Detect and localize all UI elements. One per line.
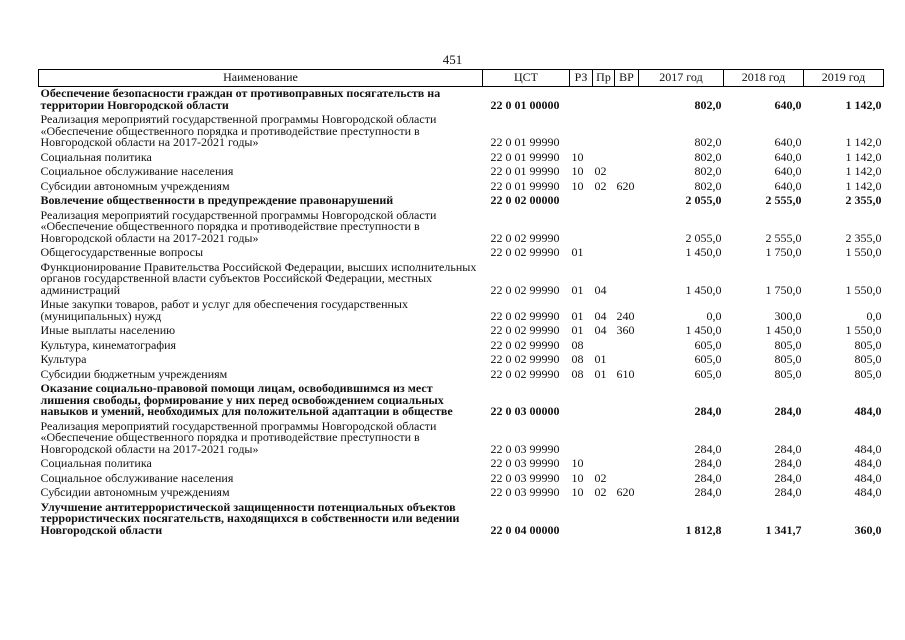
cell-vr [615,87,639,114]
cell-2019: 484,0 [854,470,882,485]
cell-2017: 802,0 [694,178,722,193]
cell-2019: 805,0 [854,352,882,366]
header-name: Наименование [39,70,483,87]
cell-rz [570,420,593,458]
cell-name: Реализация мероприятий государственной программы Новгородской области «Обеспечение общественного порядка и противодействие преступности в Новгородской области на 2017-2021 годы» [40,418,437,456]
cell-2018: 805,0 [774,337,802,352]
cell-rz: 01 [571,308,584,323]
cell-2019: 805,0 [854,366,882,381]
cell-vr [615,261,639,299]
cell-cst: 22 0 01 99990 [490,164,560,178]
cell-rz [570,194,593,209]
cell-pr: 02 [594,485,607,499]
cell-2017: 605,0 [694,352,722,366]
cell-2019: 805,0 [854,337,882,352]
cell-pr [593,194,615,209]
cell-rz [570,87,593,114]
cell-cst: 22 0 01 99990 [490,135,560,149]
cell-2017: 284,0 [694,456,722,470]
page-number: 451 [442,52,463,67]
cell-2018: 1 750,0 [765,245,802,259]
header-2017: 2017 год [639,70,724,87]
cell-pr [593,457,615,472]
cell-rz [570,209,593,247]
cell-2019: 1 550,0 [845,282,882,297]
cell-2017: 802,0 [694,149,722,164]
cell-pr [593,151,615,166]
cell-vr [615,165,639,180]
cell-2019: 1 142,0 [845,135,882,149]
cell-pr [593,209,615,247]
cell-name: Субсидии автономным учреждениям [40,485,230,499]
table-row [39,113,884,151]
cell-vr [615,194,639,209]
cell-cst: 22 0 01 00000 [490,97,560,112]
cell-name: Иные закупки товаров, работ и услуг для обеспечения государственных (муниципальных) нужд [40,297,408,323]
cell-2018: 640,0 [774,97,802,112]
cell-rz: 10 [571,149,584,164]
cell-2018: 300,0 [774,308,802,323]
cell-vr: 360 [616,323,635,337]
cell-rz [570,501,593,539]
cell-cst: 22 0 02 00000 [490,193,560,207]
table-row [39,382,884,420]
cell-cst: 22 0 02 99990 [490,337,560,352]
cell-2019: 1 550,0 [845,245,882,259]
cell-2017: 1 450,0 [685,245,722,259]
cell-2017: 1 812,8 [685,522,722,537]
cell-2017: 605,0 [694,337,722,352]
table-row [39,457,884,472]
cell-2017: 802,0 [694,164,722,178]
budget-table [38,69,884,538]
cell-pr [593,501,615,539]
cell-name: Культура [40,352,87,366]
cell-2019: 1 142,0 [845,97,882,112]
cell-pr: 04 [594,323,607,337]
cell-name: Социальное обслуживание населения [40,470,234,485]
cell-vr [615,420,639,458]
cell-2017: 802,0 [694,135,722,149]
cell-2019: 1 142,0 [845,149,882,164]
cell-2017: 0,0 [706,308,722,323]
table-row [39,194,884,209]
cell-rz: 08 [571,352,584,366]
cell-2017: 284,0 [694,485,722,499]
cell-pr [593,382,615,420]
cell-rz: 10 [571,470,584,485]
cell-pr: 02 [594,470,607,485]
cell-name: Вовлечение общественности в предупреждение правонарушений [40,193,394,207]
cell-2018: 640,0 [774,164,802,178]
cell-cst: 22 0 03 99990 [490,456,560,470]
cell-rz [570,382,593,420]
cell-cst: 22 0 02 99990 [490,366,560,381]
cell-cst: 22 0 02 99990 [490,352,560,366]
cell-cst: 22 0 01 99990 [490,178,560,193]
cell-2017: 2 055,0 [685,193,722,207]
table-body [39,87,884,539]
cell-cst: 22 0 04 00000 [490,522,560,537]
cell-name: Социальная политика [40,456,152,470]
table-row [39,261,884,299]
cell-cst: 22 0 02 99990 [490,308,560,323]
cell-name: Социальная политика [40,149,152,164]
cell-rz: 01 [571,245,584,259]
header-cst: ЦСТ [483,70,570,87]
cell-name: Субсидии автономным учреждениям [40,178,230,193]
cell-name: Общегосударственные вопросы [40,245,204,259]
cell-name: Культура, кинематография [40,337,177,352]
cell-2018: 1 341,7 [765,522,802,537]
cell-2019: 0,0 [866,308,882,323]
header-pr: Пр [593,70,615,87]
cell-vr [615,209,639,247]
table-row [39,180,884,195]
table-row [39,420,884,458]
table-header-row [39,70,884,87]
cell-2018: 640,0 [774,149,802,164]
cell-2017: 284,0 [694,404,722,418]
cell-2019: 484,0 [854,404,882,418]
cell-cst: 22 0 01 99990 [490,149,560,164]
table-row [39,501,884,539]
cell-cst: 22 0 03 99990 [490,470,560,485]
cell-2018: 805,0 [774,352,802,366]
cell-pr [593,87,615,114]
cell-2017: 284,0 [694,470,722,485]
cell-pr [593,339,615,354]
table-row [39,246,884,261]
cell-vr [615,339,639,354]
cell-vr [615,457,639,472]
cell-2019: 1 142,0 [845,178,882,193]
cell-cst: 22 0 02 99990 [490,230,560,245]
cell-rz: 10 [571,164,584,178]
cell-2018: 284,0 [774,404,802,418]
cell-cst: 22 0 03 99990 [490,485,560,499]
cell-cst: 22 0 02 99990 [490,245,560,259]
cell-cst: 22 0 02 99990 [490,323,560,337]
cell-vr [615,501,639,539]
cell-rz: 10 [571,485,584,499]
cell-vr: 610 [616,366,635,381]
cell-2017: 802,0 [694,97,722,112]
table-row [39,353,884,368]
cell-vr [615,382,639,420]
cell-2018: 2 555,0 [765,230,802,245]
cell-name: Реализация мероприятий государственной программы Новгородской области «Обеспечение общественного порядка и противодействие преступности в Новгородской области на 2017-2021 годы» [40,112,437,149]
cell-2019: 2 355,0 [845,230,882,245]
cell-pr: 04 [594,308,607,323]
cell-name: Функционирование Правительства Российской Федерации, высших исполнительных органов государственной власти субъектов Российской Федерации, местных администраций [40,259,477,297]
cell-2017: 284,0 [694,441,722,456]
cell-vr [615,353,639,368]
table-row [39,151,884,166]
header-rz: РЗ [570,70,593,87]
cell-rz: 10 [571,456,584,470]
cell-rz: 01 [571,282,584,297]
cell-2018: 640,0 [774,178,802,193]
cell-2019: 484,0 [854,441,882,456]
table-row [39,87,884,114]
cell-2017: 1 450,0 [685,282,722,297]
cell-pr [593,113,615,151]
cell-name: Социальное обслуживание населения [40,164,234,178]
cell-rz: 08 [571,337,584,352]
cell-2018: 2 555,0 [765,193,802,207]
cell-2018: 284,0 [774,470,802,485]
table-row [39,324,884,339]
cell-name: Реализация мероприятий государственной программы Новгородской области «Обеспечение общественного порядка и противодействие преступности в Новгородской области на 2017-2021 годы» [40,207,437,245]
table-row [39,486,884,501]
cell-2019: 484,0 [854,485,882,499]
cell-vr [615,246,639,261]
header-vr: ВР [615,70,639,87]
header-2018: 2018 год [724,70,804,87]
cell-vr [615,472,639,487]
cell-pr: 02 [594,164,607,178]
cell-cst: 22 0 03 00000 [490,404,560,418]
cell-2018: 1 750,0 [765,282,802,297]
cell-2019: 2 355,0 [845,193,882,207]
cell-2018: 284,0 [774,456,802,470]
cell-vr: 620 [616,485,635,499]
cell-2017: 605,0 [694,366,722,381]
cell-vr [615,151,639,166]
cell-rz: 01 [571,323,584,337]
cell-pr: 02 [594,178,607,193]
cell-name: Улучшение антитеррористической защищенности потенциальных объектов террористических посягательств, находящихся в собственности или ведении Новгородской области [40,499,460,537]
cell-name: Обеспечение безопасности граждан от противоправных посягательств на территории Новгородской области [40,86,441,112]
cell-vr [615,113,639,151]
table-row [39,298,884,324]
cell-pr: 01 [594,366,607,381]
cell-pr: 01 [594,352,607,366]
cell-2018: 640,0 [774,135,802,149]
cell-2018: 1 450,0 [765,323,802,337]
cell-pr: 04 [594,282,607,297]
cell-cst: 22 0 02 99990 [490,282,560,297]
cell-2018: 284,0 [774,485,802,499]
table-row [39,368,884,383]
cell-2018: 284,0 [774,441,802,456]
cell-vr: 240 [616,308,635,323]
table-row [39,339,884,354]
cell-cst: 22 0 03 99990 [490,441,560,456]
cell-name: Оказание социально-правовой помощи лицам, освободившимся из мест лишения свободы, формирование у них перед освобождением социальных навыков и умений, необходимых для положительной адаптации в обществе [40,381,453,418]
table-row [39,165,884,180]
table-row [39,209,884,247]
cell-name: Иные выплаты населению [40,323,176,337]
cell-rz: 10 [571,178,584,193]
cell-rz [570,113,593,151]
header-2019: 2019 год [804,70,884,87]
cell-2017: 2 055,0 [685,230,722,245]
cell-name: Субсидии бюджетным учреждениям [40,366,228,381]
cell-2019: 484,0 [854,456,882,470]
cell-2019: 1 142,0 [845,164,882,178]
cell-rz: 08 [571,366,584,381]
cell-pr [593,420,615,458]
cell-pr [593,246,615,261]
cell-vr: 620 [616,178,635,193]
cell-2018: 805,0 [774,366,802,381]
cell-2019: 360,0 [854,522,882,537]
cell-2019: 1 550,0 [845,323,882,337]
table-row [39,472,884,487]
cell-2017: 1 450,0 [685,323,722,337]
